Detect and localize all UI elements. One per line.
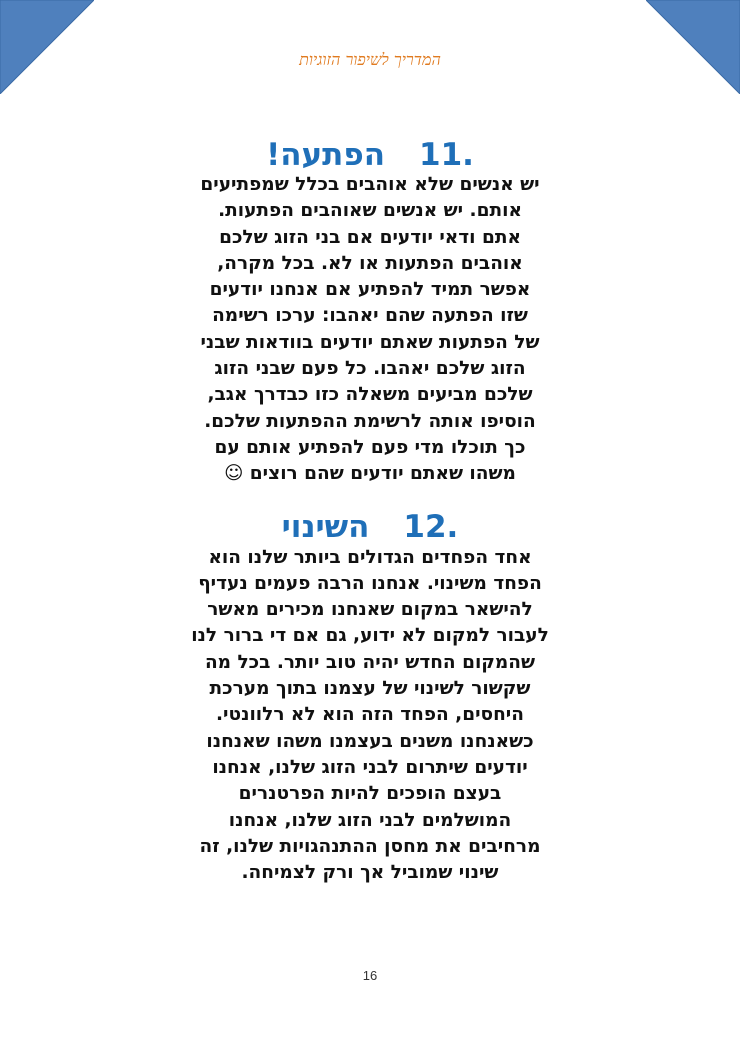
body-line: של הפתעות שאתם יודעים בוודאות שבני xyxy=(200,331,540,353)
page-header-title: המדריך לשיפור הזוגיות xyxy=(299,50,441,69)
body-line: הזוג שלכם יאהבו. כל פעם שבני הזוג xyxy=(214,358,526,380)
section-title: הפתעה! xyxy=(266,137,386,173)
body-line: שינוי שמוביל אך ורק לצמיחה. xyxy=(241,862,499,884)
body-line: לעבור למקום לא ידוע, גם אם די ברור לנו xyxy=(191,625,549,647)
body-line: אפשר תמיד להפתיע אם אנחנו יודעים xyxy=(209,279,531,301)
body-line: הפחד משינוי. אנחנו הרבה פעמים נעדיף xyxy=(198,572,542,594)
body-line: יש אנשים שלא אוהבים בכלל שמפתיעים xyxy=(200,174,540,195)
page-content xyxy=(90,134,650,886)
body-line: אחד הפחדים הגדולים ביותר שלנו הוא xyxy=(208,546,532,568)
section-heading xyxy=(90,134,650,176)
body-line: המושלמים לבני הזוג שלנו, אנחנו xyxy=(228,809,512,831)
section-change xyxy=(90,506,650,887)
body-line: היחסים, הפחד הזה הוא לא רלוונטי. xyxy=(216,704,524,726)
body-line: הוסיפו אותה לרשימת ההפתעות שלכם. xyxy=(204,410,536,432)
body-line: שלכם מביעים משאלה כזו כבדרך אגב, xyxy=(207,384,533,406)
section-title: השינוי xyxy=(281,508,370,545)
body-line: בעצם הופכים להיות הפרטנרים xyxy=(238,783,502,805)
body-line: כשאנחנו משנים בעצמנו משהו שאנחנו xyxy=(206,730,534,752)
section-heading xyxy=(90,506,650,548)
body-line: שזו הפתעה שהם יאהבו: ערכו רשימה xyxy=(212,305,528,327)
section-body xyxy=(90,545,650,887)
body-line: אתם ודאי יודעים אם בני הזוג שלכם xyxy=(219,226,521,248)
body-line: שהמקום החדש יהיה טוב יותר. בכל מה xyxy=(204,651,536,673)
section-surprise xyxy=(90,134,650,488)
body-line: אותם. יש אנשים שאוהבים הפתעות. xyxy=(218,200,522,222)
body-line: משהו שאתם יודעים שהם רוצים ☺ xyxy=(224,463,516,485)
body-line: מרחיבים את מחסן ההתנהגויות שלנו, זה xyxy=(199,835,541,857)
body-line: להישאר במקום שאנחנו מכירים מאשר xyxy=(207,599,533,621)
section-number: 11. xyxy=(419,137,474,173)
body-line: אוהבים הפתעות או לא. בכל מקרה, xyxy=(217,252,523,274)
body-line: שקשור לשינוי של עצמנו בתוך מערכת xyxy=(209,678,531,700)
body-line: כך תוכלו מדי פעם להפתיע אותם עם xyxy=(214,436,526,458)
corner-triangle-right xyxy=(646,0,740,94)
corner-triangle-left xyxy=(0,0,94,94)
page-number: 16 xyxy=(362,968,378,983)
section-body xyxy=(90,172,650,488)
section-number: 12. xyxy=(403,508,459,545)
body-line: יודעים שיתרום לבני הזוג שלנו, אנחנו xyxy=(212,756,528,778)
